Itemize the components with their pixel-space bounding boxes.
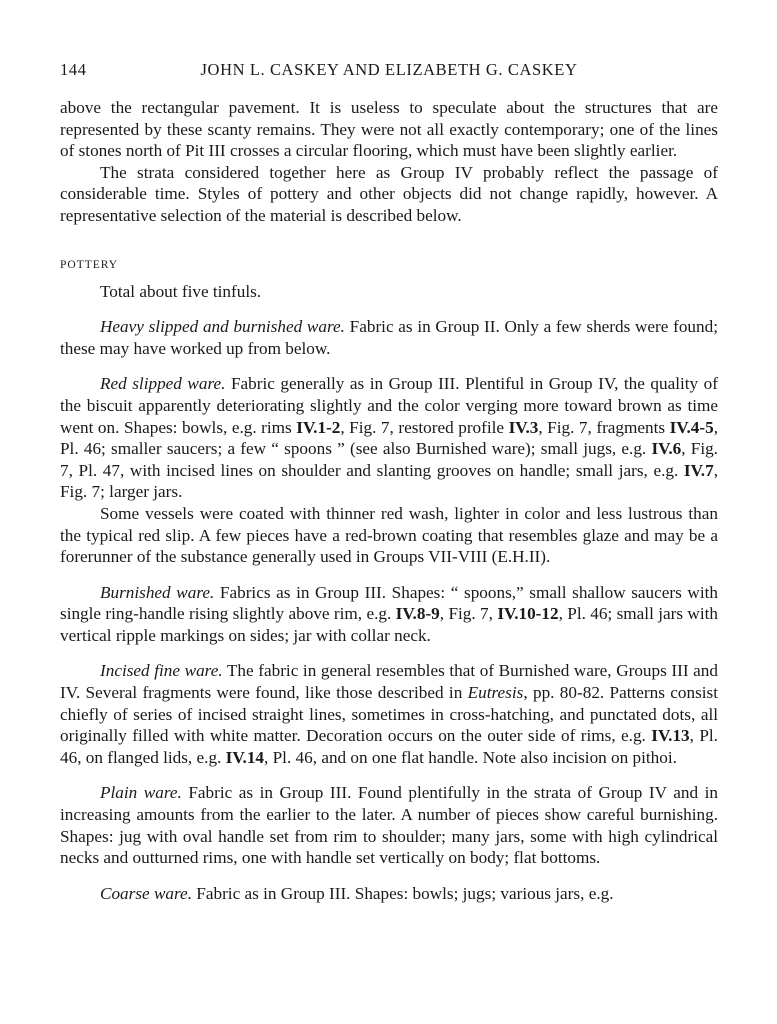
ware-description: Fabric as in Group III. Shapes: bowls; jugs; various jars, e.g. [192, 883, 614, 903]
ware-description: , Fig. 7, [439, 604, 498, 624]
publication-reference: Eutresis [467, 683, 524, 703]
ware-description: , Pl. 46; smaller saucers; a few “ spoons ” (see also Burnished ware); small jugs, e.g. [60, 417, 718, 459]
ware-description: Fabric as in Group II. Only a few sherds were found; these may have worked up from below. [60, 317, 718, 358]
catalogue-ref: IV.14 [225, 747, 265, 767]
ware-description: , Pl. 46, on flanged lids, e.g. [60, 726, 718, 767]
total-note: Total about five tinfuls. [100, 281, 262, 301]
catalogue-ref: IV.8-9 [395, 604, 440, 624]
ware-entry-heavy-slipped [60, 316, 718, 359]
catalogue-ref: IV.6 [651, 439, 682, 459]
catalogue-ref: IV.13 [651, 726, 690, 746]
paragraph: above the rectangular pavement. It is useless to speculate about the structures that are represented by these scanty remains. They were not all exactly contemporary; one of the lines of stones north of Pit III crosses a circular flooring, which must have been slightly earlier. [60, 98, 718, 161]
paragraph: The strata considered together here as Group IV probably reflect the passage of considerable time. Styles of pottery and other objects did not change rapidly, however. A representative selection of the material is described below. [60, 162, 718, 225]
running-header [60, 60, 718, 84]
ware-description: , pp. 80-82. Patterns consist chiefly of series of incised straight lines, sometimes in cross-hatching, and punctated dots, all originally filled with white matter. Decoration occurs on the outer side of rims, e.g. [60, 683, 719, 746]
catalogue-ref: IV.3 [508, 417, 539, 437]
ware-title: Burnished ware. [100, 582, 215, 602]
ware-entry-coarse [60, 883, 718, 905]
ware-description: , Fig. 7, fragments [538, 417, 670, 437]
ware-description: , Pl. 46; small jars with vertical ripple markings on sides; jar with collar neck. [60, 604, 718, 645]
ware-description: The fabric in general resembles that of Burnished ware, Groups III and IV. Several fragments were found, like those described in [60, 661, 718, 703]
ware-description: , Fig. 7, Pl. 47, with incised lines on shoulder and slanting grooves on handle; small jars, e.g. [60, 439, 718, 480]
ware-description: Fabric as in Group III. Found plentifully in the strata of Group IV and in increasing amounts from the earlier to the later. A number of pieces show careful burnishing. Shapes: jug with oval handle set from rim to shoulder; many jars, some with high cylindrical necks and outturned rims, one with handle set vertically on body; flat bottoms. [60, 783, 718, 868]
ware-title: Plain ware. [100, 783, 182, 803]
ware-description: Fabric generally as in Group III. Plentiful in Group IV, the quality of the biscuit apparently deteriorating slightly and the color verging more toward brown as time went on. Shapes: bowls, e.g. rims [60, 374, 718, 437]
running-title: JOHN L. CASKEY AND ELIZABETH G. CASKEY [200, 60, 578, 79]
ware-description: Fabrics as in Group III. Shapes: “ spoons,” small shallow saucers with single ring-handle rising slightly above rim, e.g. [60, 582, 718, 624]
ware-title: Heavy slipped and burnished ware. [100, 317, 345, 337]
ware-entry-plain [60, 782, 718, 868]
catalogue-ref: IV.10-12 [497, 604, 559, 624]
ware-title: Incised fine ware. [100, 661, 223, 681]
page-number: 144 [60, 60, 87, 79]
catalogue-ref: IV.4-5 [669, 417, 714, 437]
ware-entry-red-slipped [60, 373, 718, 503]
ware-description: , Fig. 7; larger jars. [60, 460, 718, 502]
ware-title: Coarse ware. [100, 883, 192, 903]
page-body [60, 97, 718, 904]
ware-description: , Fig. 7, restored profile [340, 417, 509, 437]
ware-entry-burnished [60, 582, 718, 647]
ware-title: Red slipped ware. [100, 374, 226, 394]
catalogue-ref: IV.1-2 [296, 417, 341, 437]
ware-entry-incised-fine [60, 660, 718, 768]
section-heading: POTTERY [60, 258, 119, 271]
paragraph: Some vessels were coated with thinner red wash, lighter in color and less lustrous than the typical red slip. A few pieces have a red-brown coating that resembles glaze and may be a forerunner of the substance generally used in Groups VII-VIII (E.H.II). [60, 503, 718, 567]
catalogue-ref: IV.7 [683, 460, 714, 480]
ware-description: , Pl. 46, and on one flat handle. Note also incision on pithoi. [264, 747, 677, 767]
